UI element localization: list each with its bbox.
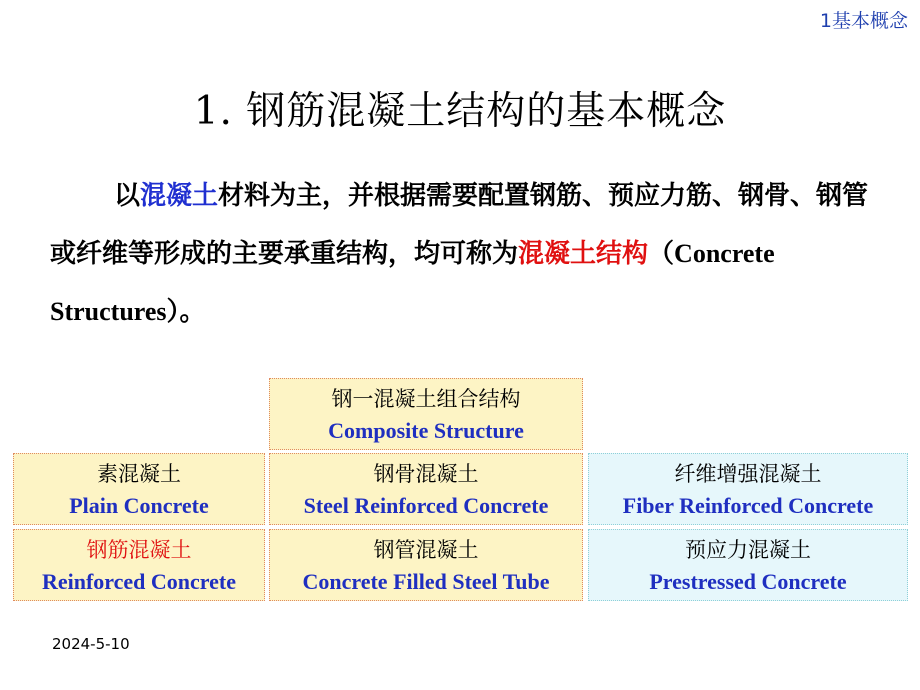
box-fiber-cn: 纤维增强混凝土 [674,462,822,486]
box-prestressed-concrete [588,529,908,601]
box-prestressed-en: Prestressed Concrete [649,569,847,594]
box-composite-en: Composite Structure [328,418,524,443]
para-text-4: ）。 [166,297,206,327]
box-fiber-reinforced-concrete [588,453,908,525]
box-prestressed-cn: 预应力混凝土 [685,538,811,562]
box-fiber-en: Fiber Reinforced Concrete [622,493,874,518]
para-text-2: 材料为主，并根据需要配置钢筋、预应力筋、钢骨、钢管或纤维等形成的主要承重结构，均可称为 [50,181,869,269]
box-plain-concrete [13,453,265,525]
box-composite-cn: 钢一混凝土组合结构 [331,387,521,411]
para-text-3: （ [648,239,675,269]
box-concrete-filled-steel-tube [269,529,583,601]
box-reinforced-concrete [13,529,265,601]
section-label: 1基本概念 [819,10,908,32]
box-plain-cn: 素混凝土 [97,462,181,486]
definition-paragraph [50,168,870,341]
box-reinforced-cn: 钢筋混凝土 [86,538,192,562]
box-composite-structure [269,378,583,450]
box-filled-tube-cn: 钢管混凝土 [373,538,479,562]
slide-title: 1. 钢筋混凝土结构的基本概念 [193,89,727,134]
para-text-1: 以 [114,181,141,211]
para-highlight-concrete: 混凝土 [140,181,219,211]
para-english-term: Concrete Structures [50,239,775,326]
para-highlight-concrete-structure: 混凝土结构 [518,239,649,269]
box-steel-reinforced-en: Steel Reinforced Concrete [303,493,549,518]
box-reinforced-en: Reinforced Concrete [41,569,237,594]
box-steel-reinforced-concrete [269,453,583,525]
box-steel-reinforced-cn: 钢骨混凝土 [373,462,479,486]
footer-date: 2024-5-10 [52,635,130,653]
box-filled-tube-en: Concrete Filled Steel Tube [302,569,550,594]
box-plain-en: Plain Concrete [69,493,209,518]
